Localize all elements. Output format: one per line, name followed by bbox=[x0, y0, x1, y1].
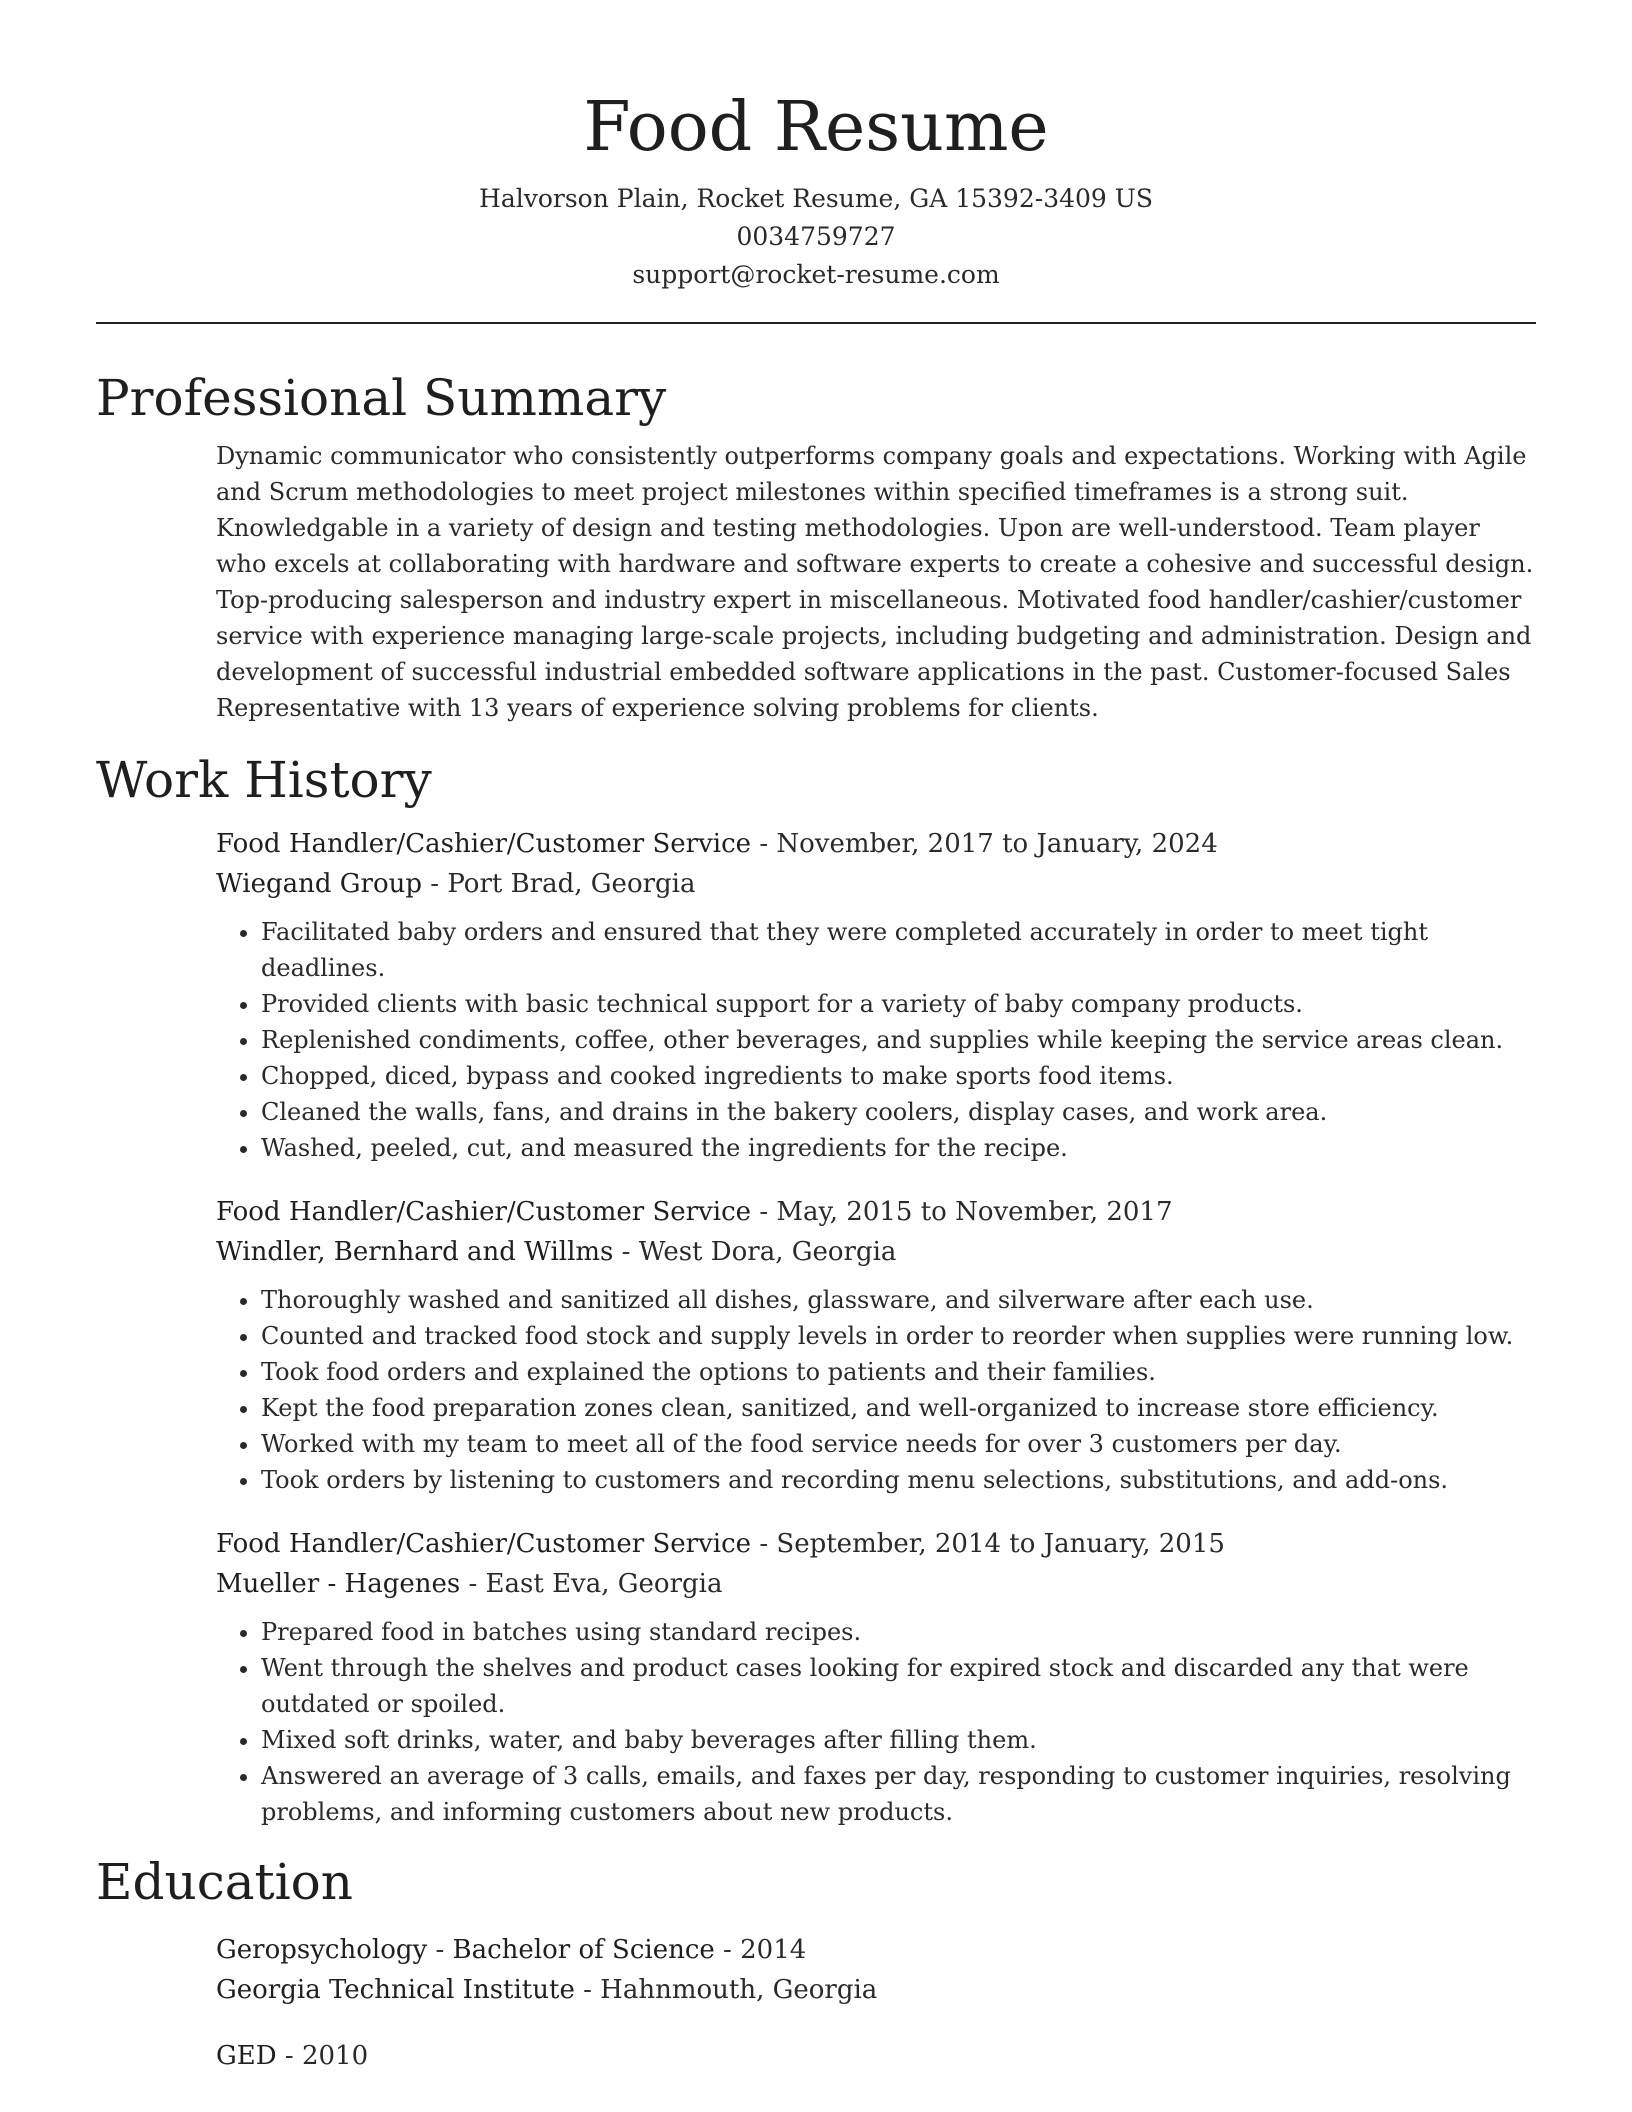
job-bullet: • Took orders by listening to customers and recording menu selections, substitutions, and add-ons. bbox=[261, 1462, 1536, 1498]
job-bullets bbox=[216, 914, 1536, 1166]
resume-header bbox=[96, 0, 1536, 294]
job-bullet: • Cleaned the walls, fans, and drains in the bakery coolers, display cases, and work area. bbox=[261, 1094, 1536, 1130]
job-bullets bbox=[216, 1614, 1536, 1830]
separator: - bbox=[714, 1935, 741, 1965]
job-dates: November, 2017 to January, 2024 bbox=[776, 829, 1218, 859]
resume-page bbox=[96, 0, 1536, 2076]
job-title-line bbox=[216, 1192, 1536, 1232]
job-company-line bbox=[216, 864, 1536, 904]
job-bullet: • Facilitated baby orders and ensured that they were completed accurately in order to meet tight deadlines. bbox=[261, 914, 1536, 986]
education-field: Geropsychology bbox=[216, 1935, 428, 1965]
job-bullet: • Mixed soft drinks, water, and baby beverages after filling them. bbox=[261, 1722, 1536, 1758]
education-entry bbox=[216, 1930, 1536, 2010]
job-entry bbox=[216, 1524, 1536, 1830]
separator: - bbox=[422, 869, 448, 899]
job-company: Windler, Bernhard and Willms bbox=[216, 1237, 614, 1267]
resume-name: Food Resume bbox=[583, 88, 1049, 167]
job-dates: May, 2015 to November, 2017 bbox=[776, 1197, 1173, 1227]
job-bullet: • Thoroughly washed and sanitized all dishes, glassware, and silverware after each use. bbox=[261, 1282, 1536, 1318]
job-location: East Eva, Georgia bbox=[485, 1569, 723, 1599]
job-company: Wiegand Group bbox=[216, 869, 423, 899]
job-bullet: • Replenished condiments, coffee, other beverages, and supplies while keeping the service areas clean. bbox=[261, 1022, 1536, 1058]
separator: - bbox=[751, 1529, 777, 1559]
education-degree-line bbox=[216, 1930, 1536, 1970]
job-title-line bbox=[216, 1524, 1536, 1564]
job-bullet: • Worked with my team to meet all of the food service needs for over 3 customers per day. bbox=[261, 1426, 1536, 1462]
summary-text: Dynamic communicator who consistently outperforms company goals and expectations. Working with Agile and Scrum methodologies to meet project milestones within specified timeframes is a strong suit. Knowledgable in a variety of design and testing methodologies. Upon are well-understood. Team player who excels at collaborating with hardware and software experts to create a cohesive and successful design. Top-producing salesperson and industry expert in miscellaneous. Motivated food handler/cashier/customer service with experience managing large-scale projects, including budgeting and administration. Design and development of successful industrial embedded software applications in the past. Customer-focused Sales Representative with 13 years of experience solving problems for clients. bbox=[216, 442, 1534, 722]
job-bullet: • Washed, peeled, cut, and measured the ingredients for the recipe. bbox=[261, 1130, 1536, 1166]
job-bullet: • Kept the food preparation zones clean, sanitized, and well-organized to increase store efficiency. bbox=[261, 1390, 1536, 1426]
job-entry bbox=[216, 824, 1536, 1166]
job-title: Food Handler/Cashier/Customer Service bbox=[216, 829, 752, 859]
job-title: Food Handler/Cashier/Customer Service bbox=[216, 1197, 752, 1227]
job-company: Mueller - Hagenes bbox=[216, 1569, 461, 1599]
job-bullet: • Took food orders and explained the options to patients and their families. bbox=[261, 1354, 1536, 1390]
education-degree-line bbox=[216, 2036, 1536, 2076]
contact-email: support@rocket-resume.com bbox=[632, 260, 1000, 289]
education-degree: Bachelor of Science bbox=[452, 1935, 715, 1965]
education-year: 2014 bbox=[740, 1935, 807, 1965]
job-bullet: • Provided clients with basic technical support for a variety of baby company products. bbox=[261, 986, 1536, 1022]
education-heading: Education bbox=[96, 1853, 353, 1911]
separator: - bbox=[613, 1237, 639, 1267]
separator: - bbox=[460, 1569, 486, 1599]
job-bullet: • Counted and tracked food stock and supply levels in order to reorder when supplies were running low. bbox=[261, 1318, 1536, 1354]
separator: - bbox=[751, 829, 777, 859]
education-entry bbox=[216, 2036, 1536, 2076]
work-history-heading: Work History bbox=[96, 751, 432, 809]
education-field: GED bbox=[216, 2041, 277, 2071]
summary-section bbox=[96, 368, 1536, 726]
education-school: Georgia Technical Institute bbox=[216, 1975, 575, 2005]
job-entry bbox=[216, 1192, 1536, 1498]
job-title-line bbox=[216, 824, 1536, 864]
separator: - bbox=[574, 1975, 601, 2005]
contact-address: Halvorson Plain, Rocket Resume, GA 15392-3409 US bbox=[479, 184, 1153, 213]
contact-info bbox=[96, 180, 1536, 294]
job-bullets bbox=[216, 1282, 1536, 1498]
job-location: West Dora, Georgia bbox=[638, 1237, 897, 1267]
separator: - bbox=[427, 1935, 453, 1965]
work-history-section bbox=[96, 750, 1536, 1830]
header-divider bbox=[96, 322, 1536, 324]
job-bullet: • Went through the shelves and product cases looking for expired stock and discarded any that were outdated or spoiled. bbox=[261, 1650, 1536, 1722]
education-section bbox=[96, 1852, 1536, 2076]
job-dates: September, 2014 to January, 2015 bbox=[776, 1529, 1225, 1559]
summary-heading: Professional Summary bbox=[96, 369, 667, 427]
contact-phone: 0034759727 bbox=[736, 222, 896, 251]
job-location: Port Brad, Georgia bbox=[447, 869, 696, 899]
job-bullet: • Chopped, diced, bypass and cooked ingredients to make sports food items. bbox=[261, 1058, 1536, 1094]
job-bullet: • Answered an average of 3 calls, emails, and faxes per day, responding to customer inquiries, resolving problems, and informing customers about new products. bbox=[261, 1758, 1536, 1830]
education-year: 2010 bbox=[301, 2041, 369, 2071]
separator: - bbox=[276, 2041, 302, 2071]
education-location: Hahnmouth, Georgia bbox=[600, 1975, 878, 2005]
separator: - bbox=[751, 1197, 777, 1227]
job-bullet: • Prepared food in batches using standard recipes. bbox=[261, 1614, 1536, 1650]
job-company-line bbox=[216, 1564, 1536, 1604]
job-company-line bbox=[216, 1232, 1536, 1272]
job-title: Food Handler/Cashier/Customer Service bbox=[216, 1529, 752, 1559]
education-school-line bbox=[216, 1970, 1536, 2010]
